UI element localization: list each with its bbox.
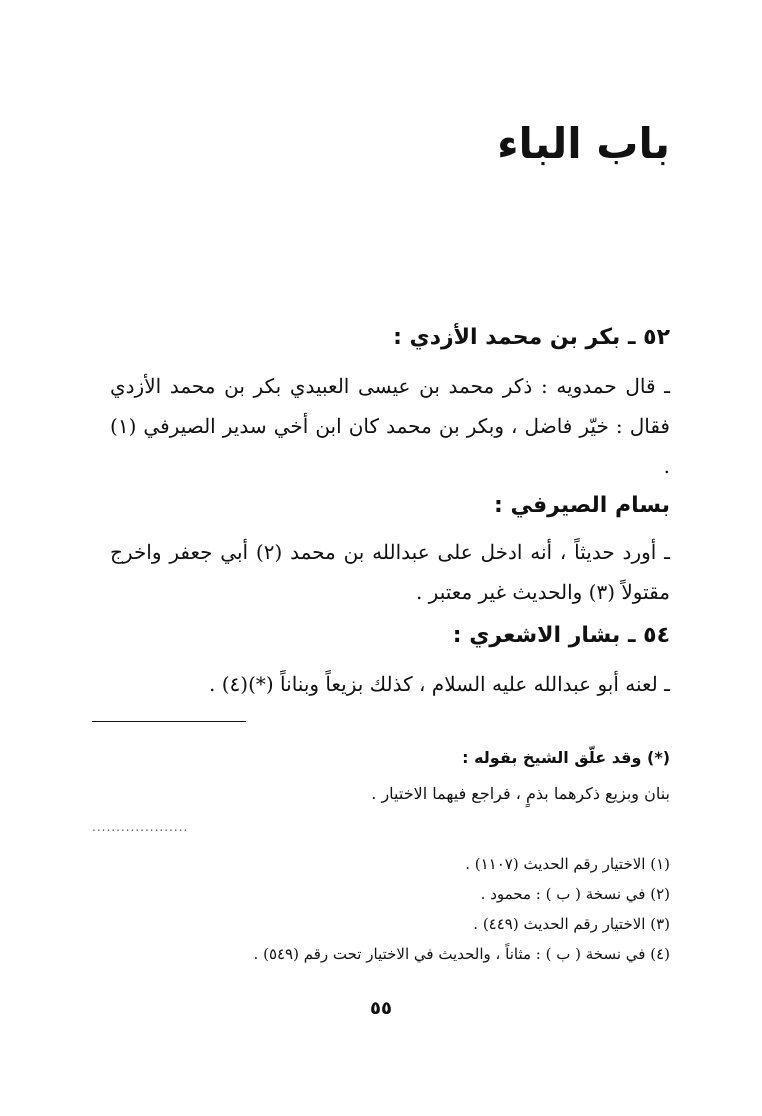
dotted-separator: .................... (92, 820, 189, 834)
footnote-2: (٢) في نسخة ( ب ) : محمود . (480, 885, 670, 903)
footnote-1: (١) الاختيار رقم الحديث (١١٠٧) . (465, 855, 670, 873)
entry-body-bakr: ـ قال حمدويه : ذكر محمد بن عيسى العبيدي بكر بن محمد الأزدي فقال : خيّر فاضل ، وبكر بن محمد كان ابن أخي سدير الصيرفي (١) . (110, 374, 670, 478)
entry-body-bashar: ـ لعنه أبو عبدالله عليه السلام ، كذلك بزيعاً وبناناً (*)(٤) . (208, 672, 670, 696)
chapter-title: باب الباء (497, 119, 670, 168)
entry-heading-bakr: ٥٢ ـ بكر بن محمد الأزدي : (393, 325, 670, 350)
note-heading: (*) وقد علّق الشيخ بقوله : (462, 748, 670, 767)
footnote-rule (92, 721, 246, 722)
note-body: بنان وبزيع ذكرهما بذمٍ ، فراجع فيهما الاختيار . (371, 784, 670, 803)
page-number: ٥٥ (370, 998, 392, 1019)
entry-body-bassam: ـ أورد حديثاً ، أنه ادخل على عبدالله بن محمد (٢) أبي جعفر واخرج مقتولاً (٣) والحديث غير معتبر . (110, 540, 670, 604)
entry-heading-bassam: بسام الصيرفي : (494, 493, 670, 518)
footnote-4: (٤) في نسخة ( ب ) : مثاناً ، والحديث في الاختيار تحت رقم (٥٤٩) . (253, 945, 670, 963)
footnote-3: (٣) الاختيار رقم الحديث (٤٤٩) . (473, 915, 670, 933)
entry-heading-bashar: ٥٤ ـ بشار الاشعري : (452, 623, 670, 648)
